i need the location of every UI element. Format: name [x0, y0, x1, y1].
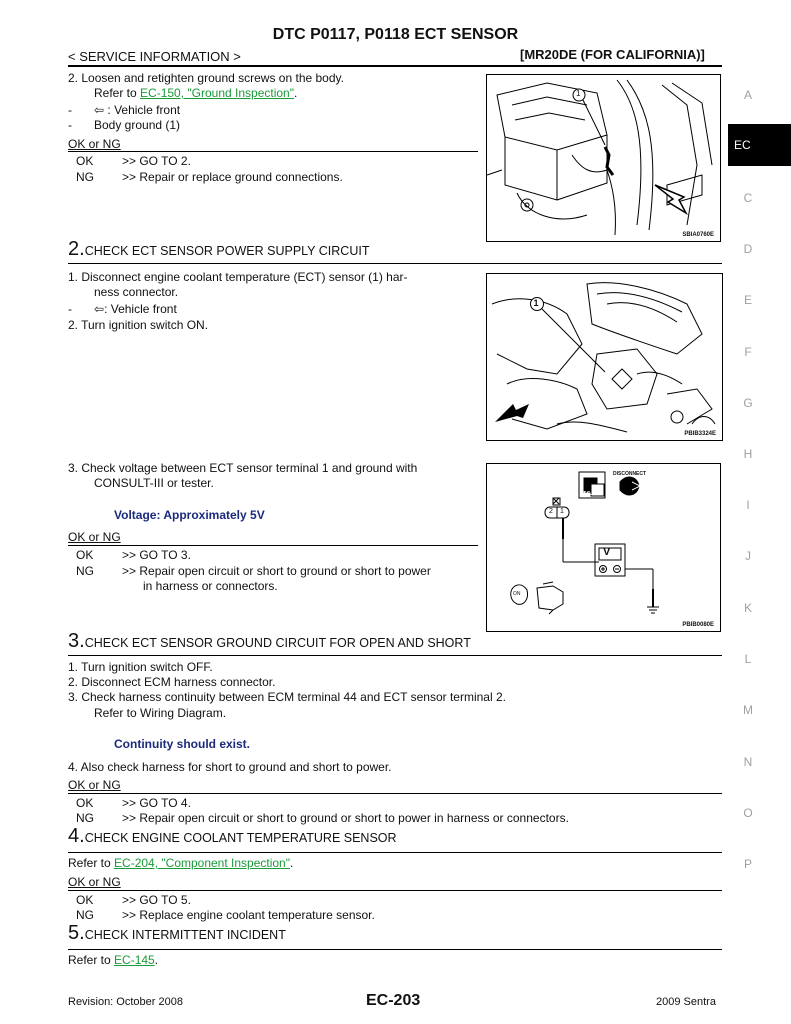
- step4-heading: 4.CHECK ENGINE COOLANT TEMPERATURE SENSOR: [68, 825, 397, 847]
- side-tab-f[interactable]: F: [744, 345, 752, 359]
- step2-ng-text: >> Repair open circuit or short to ground or short to power: [122, 564, 431, 578]
- service-info-label: < SERVICE INFORMATION >: [68, 49, 241, 64]
- step2-heading: 2.CHECK ECT SENSOR POWER SUPPLY CIRCUIT: [68, 238, 370, 260]
- step3-ok-rule: [68, 793, 722, 794]
- intermittent-incident-link[interactable]: EC-145: [114, 953, 155, 967]
- step3-heading: 3.CHECK ECT SENSOR GROUND CIRCUIT FOR OPEN AND SHORT: [68, 630, 471, 652]
- engine-bay-illustration: [487, 75, 720, 241]
- step3-instruction-2: 2. Disconnect ECM harness connector.: [68, 675, 276, 689]
- side-tab-ec[interactable]: EC: [728, 124, 791, 166]
- step1-ok-text: >> GO TO 2.: [122, 154, 191, 168]
- step1-refer: Refer to EC-150, "Ground Inspection".: [94, 86, 298, 100]
- footer-revision: Revision: October 2008: [68, 996, 183, 1008]
- step4-ng-label: NG: [76, 908, 94, 922]
- figure-callout: 1: [576, 89, 581, 98]
- step1-bullet-front: - ⇦ : Vehicle front: [68, 103, 181, 117]
- step3-instruction-4: 4. Also check harness for short to ground and short to power.: [68, 760, 392, 774]
- vehicle-front-arrow-icon: ⇦: [94, 302, 105, 316]
- step1-ng-label: NG: [76, 170, 94, 184]
- footer-vehicle: 2009 Sentra: [656, 996, 716, 1008]
- component-inspection-link[interactable]: EC-204, "Component Inspection": [114, 856, 290, 870]
- figure-code: PBIB0080E: [682, 622, 714, 628]
- step3-ng-label: NG: [76, 811, 94, 825]
- step2-ok-ng: OK or NG: [68, 530, 121, 544]
- figure-callout: 1: [533, 297, 539, 308]
- figure-code: SBIA0760E: [682, 232, 714, 238]
- side-tab-k[interactable]: K: [743, 601, 752, 615]
- step4-ok-ng: OK or NG: [68, 875, 121, 889]
- side-tab-d[interactable]: D: [743, 242, 753, 256]
- page-number: EC-203: [366, 992, 421, 1009]
- header-rule: [68, 65, 722, 67]
- step1-ok-rule: [68, 151, 478, 152]
- side-tab-o[interactable]: O: [743, 806, 753, 820]
- figure-voltage-check: [486, 463, 721, 632]
- side-tab-i[interactable]: I: [746, 498, 750, 512]
- step2-instruction-2: 2. Turn ignition switch ON.: [68, 318, 209, 332]
- step4-ng-text: >> Replace engine coolant temperature sensor.: [122, 908, 375, 922]
- step5-heading: 5.CHECK INTERMITTENT INCIDENT: [68, 922, 286, 944]
- model-label: [MR20DE (FOR CALIFORNIA)]: [520, 47, 705, 62]
- step3-instruction-1: 1. Turn ignition switch OFF.: [68, 660, 213, 674]
- step2-ok-label: OK: [76, 548, 94, 562]
- disconnect-label: DISCONNECT: [613, 471, 647, 477]
- step2-ok-rule: [68, 545, 478, 546]
- step2-instruction-1: 1. Disconnect engine coolant temperature (ECT) sensor (1) har-: [68, 270, 408, 284]
- side-tab-c[interactable]: C: [743, 191, 753, 205]
- step3-ng-text: >> Repair open circuit or short to ground or short to power in harness or connectors.: [122, 811, 569, 825]
- ground-inspection-link[interactable]: EC-150, "Ground Inspection": [140, 86, 294, 100]
- step2-spec: Voltage: Approximately 5V: [114, 508, 265, 522]
- page-title: DTC P0117, P0118 ECT SENSOR: [272, 26, 519, 43]
- vehicle-front-arrow-icon: ⇦: [94, 103, 105, 117]
- step3-rule: [68, 655, 722, 656]
- step4-refer: Refer to EC-204, "Component Inspection".: [68, 856, 294, 870]
- ect-sensor-illustration: [487, 274, 722, 440]
- step3-instruction-3: 3. Check harness continuity between ECM terminal 44 and ECT sensor terminal 2.: [68, 690, 506, 704]
- step3-spec: Continuity should exist.: [114, 737, 251, 751]
- step1-instruction: 2. Loosen and retighten ground screws on the body.: [68, 71, 344, 85]
- step3-instruction-3b: Refer to Wiring Diagram.: [94, 706, 227, 720]
- side-tab-l[interactable]: L: [744, 652, 752, 666]
- step4-ok-text: >> GO TO 5.: [122, 893, 191, 907]
- terminal-2-label: 2: [549, 508, 553, 515]
- step3-ok-text: >> GO TO 4.: [122, 796, 191, 810]
- step5-rule: [68, 949, 722, 950]
- step5-refer: Refer to EC-145.: [68, 953, 159, 967]
- step2-rule: [68, 263, 722, 264]
- side-tab-p[interactable]: P: [743, 857, 752, 871]
- ignition-on-label: ON: [513, 591, 521, 597]
- step1-ng-text: >> Repair or replace ground connections.: [122, 170, 343, 184]
- step2-ng-text-2: in harness or connectors.: [143, 579, 278, 593]
- step2-bullet-front: - ⇦: Vehicle front: [68, 302, 177, 316]
- ts-label: T.S.: [583, 491, 592, 497]
- step3-ok-ng: OK or NG: [68, 778, 121, 792]
- side-tab-m[interactable]: M: [743, 703, 753, 717]
- step1-ok-label: OK: [76, 154, 94, 168]
- step2-ng-label: NG: [76, 564, 94, 578]
- side-tab-e[interactable]: E: [743, 293, 752, 307]
- step2-ok-text: >> GO TO 3.: [122, 548, 191, 562]
- side-tab-a[interactable]: A: [743, 88, 752, 102]
- step1-bullet-ground: - Body ground (1): [68, 118, 181, 132]
- side-tab-j[interactable]: J: [745, 549, 751, 563]
- step2-instruction-3: 3. Check voltage between ECT sensor terminal 1 and ground with: [68, 461, 418, 475]
- voltmeter-label: V: [603, 546, 611, 558]
- step2-instruction-3b: CONSULT-III or tester.: [94, 476, 214, 490]
- step2-instruction-1b: ness connector.: [94, 285, 179, 299]
- side-tab-h[interactable]: H: [743, 447, 753, 461]
- side-tab-g[interactable]: G: [743, 396, 753, 410]
- step4-rule: [68, 852, 722, 853]
- figure-code: PBIB3324E: [684, 431, 716, 437]
- step4-ok-label: OK: [76, 893, 94, 907]
- step1-ok-ng: OK or NG: [68, 137, 121, 151]
- figure-ect-sensor: [486, 273, 723, 441]
- step3-ok-label: OK: [76, 796, 94, 810]
- side-tab-n[interactable]: N: [743, 755, 753, 769]
- terminal-1-label: 1: [560, 508, 564, 515]
- step4-ok-rule: [68, 890, 722, 891]
- figure-ground-screws: [486, 74, 721, 242]
